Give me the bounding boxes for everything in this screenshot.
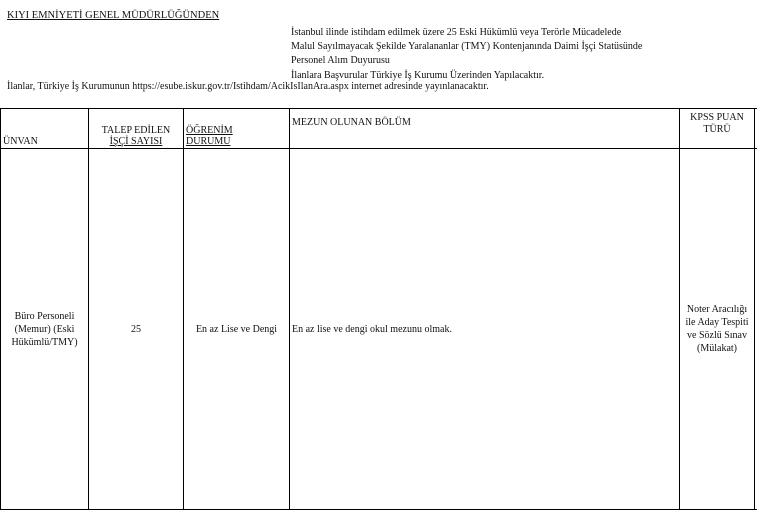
table-header-row: [1, 109, 757, 149]
announcement-text: [291, 26, 642, 83]
column-header-education: ÖĞRENİM DURUMU: [184, 109, 290, 149]
announcement-line: İstanbul ilinde istihdam edilmek üzere 25 Eski Hükümlü veya Terörle Mücadelede: [291, 26, 642, 40]
cell-count: 25: [89, 149, 184, 510]
table-row: [1, 149, 757, 510]
cell-department: En az lise ve dengi okul mezunu olmak.: [290, 149, 680, 510]
announcement-line: Personel Alım Duyurusu: [291, 54, 642, 68]
application-info: İlanlar, Türkiye İş Kurumunun https://esube.iskur.gov.tr/Istihdam/AcikIsIlanAra.aspx internet adresinde yayınlanacaktır.: [7, 81, 489, 92]
cell-position: Büro Personeli (Memur) (Eski Hükümlü/TMY): [1, 149, 89, 510]
column-header-requested-count: TALEP EDİLEN İŞÇİ SAYISI: [89, 109, 184, 149]
announcement-line: Malul Sayılmayacak Şekilde Yaralananlar (TMY) Kontenjanında Daimi İşçi Statüsünde: [291, 40, 642, 54]
announcement-line: İlanlara Başvurular Türkiye İş Kurumu Üzerinden Yapılacaktır.: [291, 69, 642, 83]
column-header-position: ÜNVAN: [1, 109, 89, 149]
cell-education: En az Lise ve Dengi: [184, 149, 290, 510]
organization-title: KIYI EMNİYETİ GENEL MÜDÜRLÜĞÜNDEN: [7, 10, 219, 21]
column-header-department: MEZUN OLUNAN BÖLÜM: [290, 109, 680, 149]
cell-kpss: Noter Aracılığı ile Aday Tespiti ve Sözlü Sınav (Mülakat): [680, 149, 755, 510]
positions-table: [0, 108, 757, 510]
column-header-kpss: KPSS PUAN TÜRÜ: [680, 109, 755, 149]
